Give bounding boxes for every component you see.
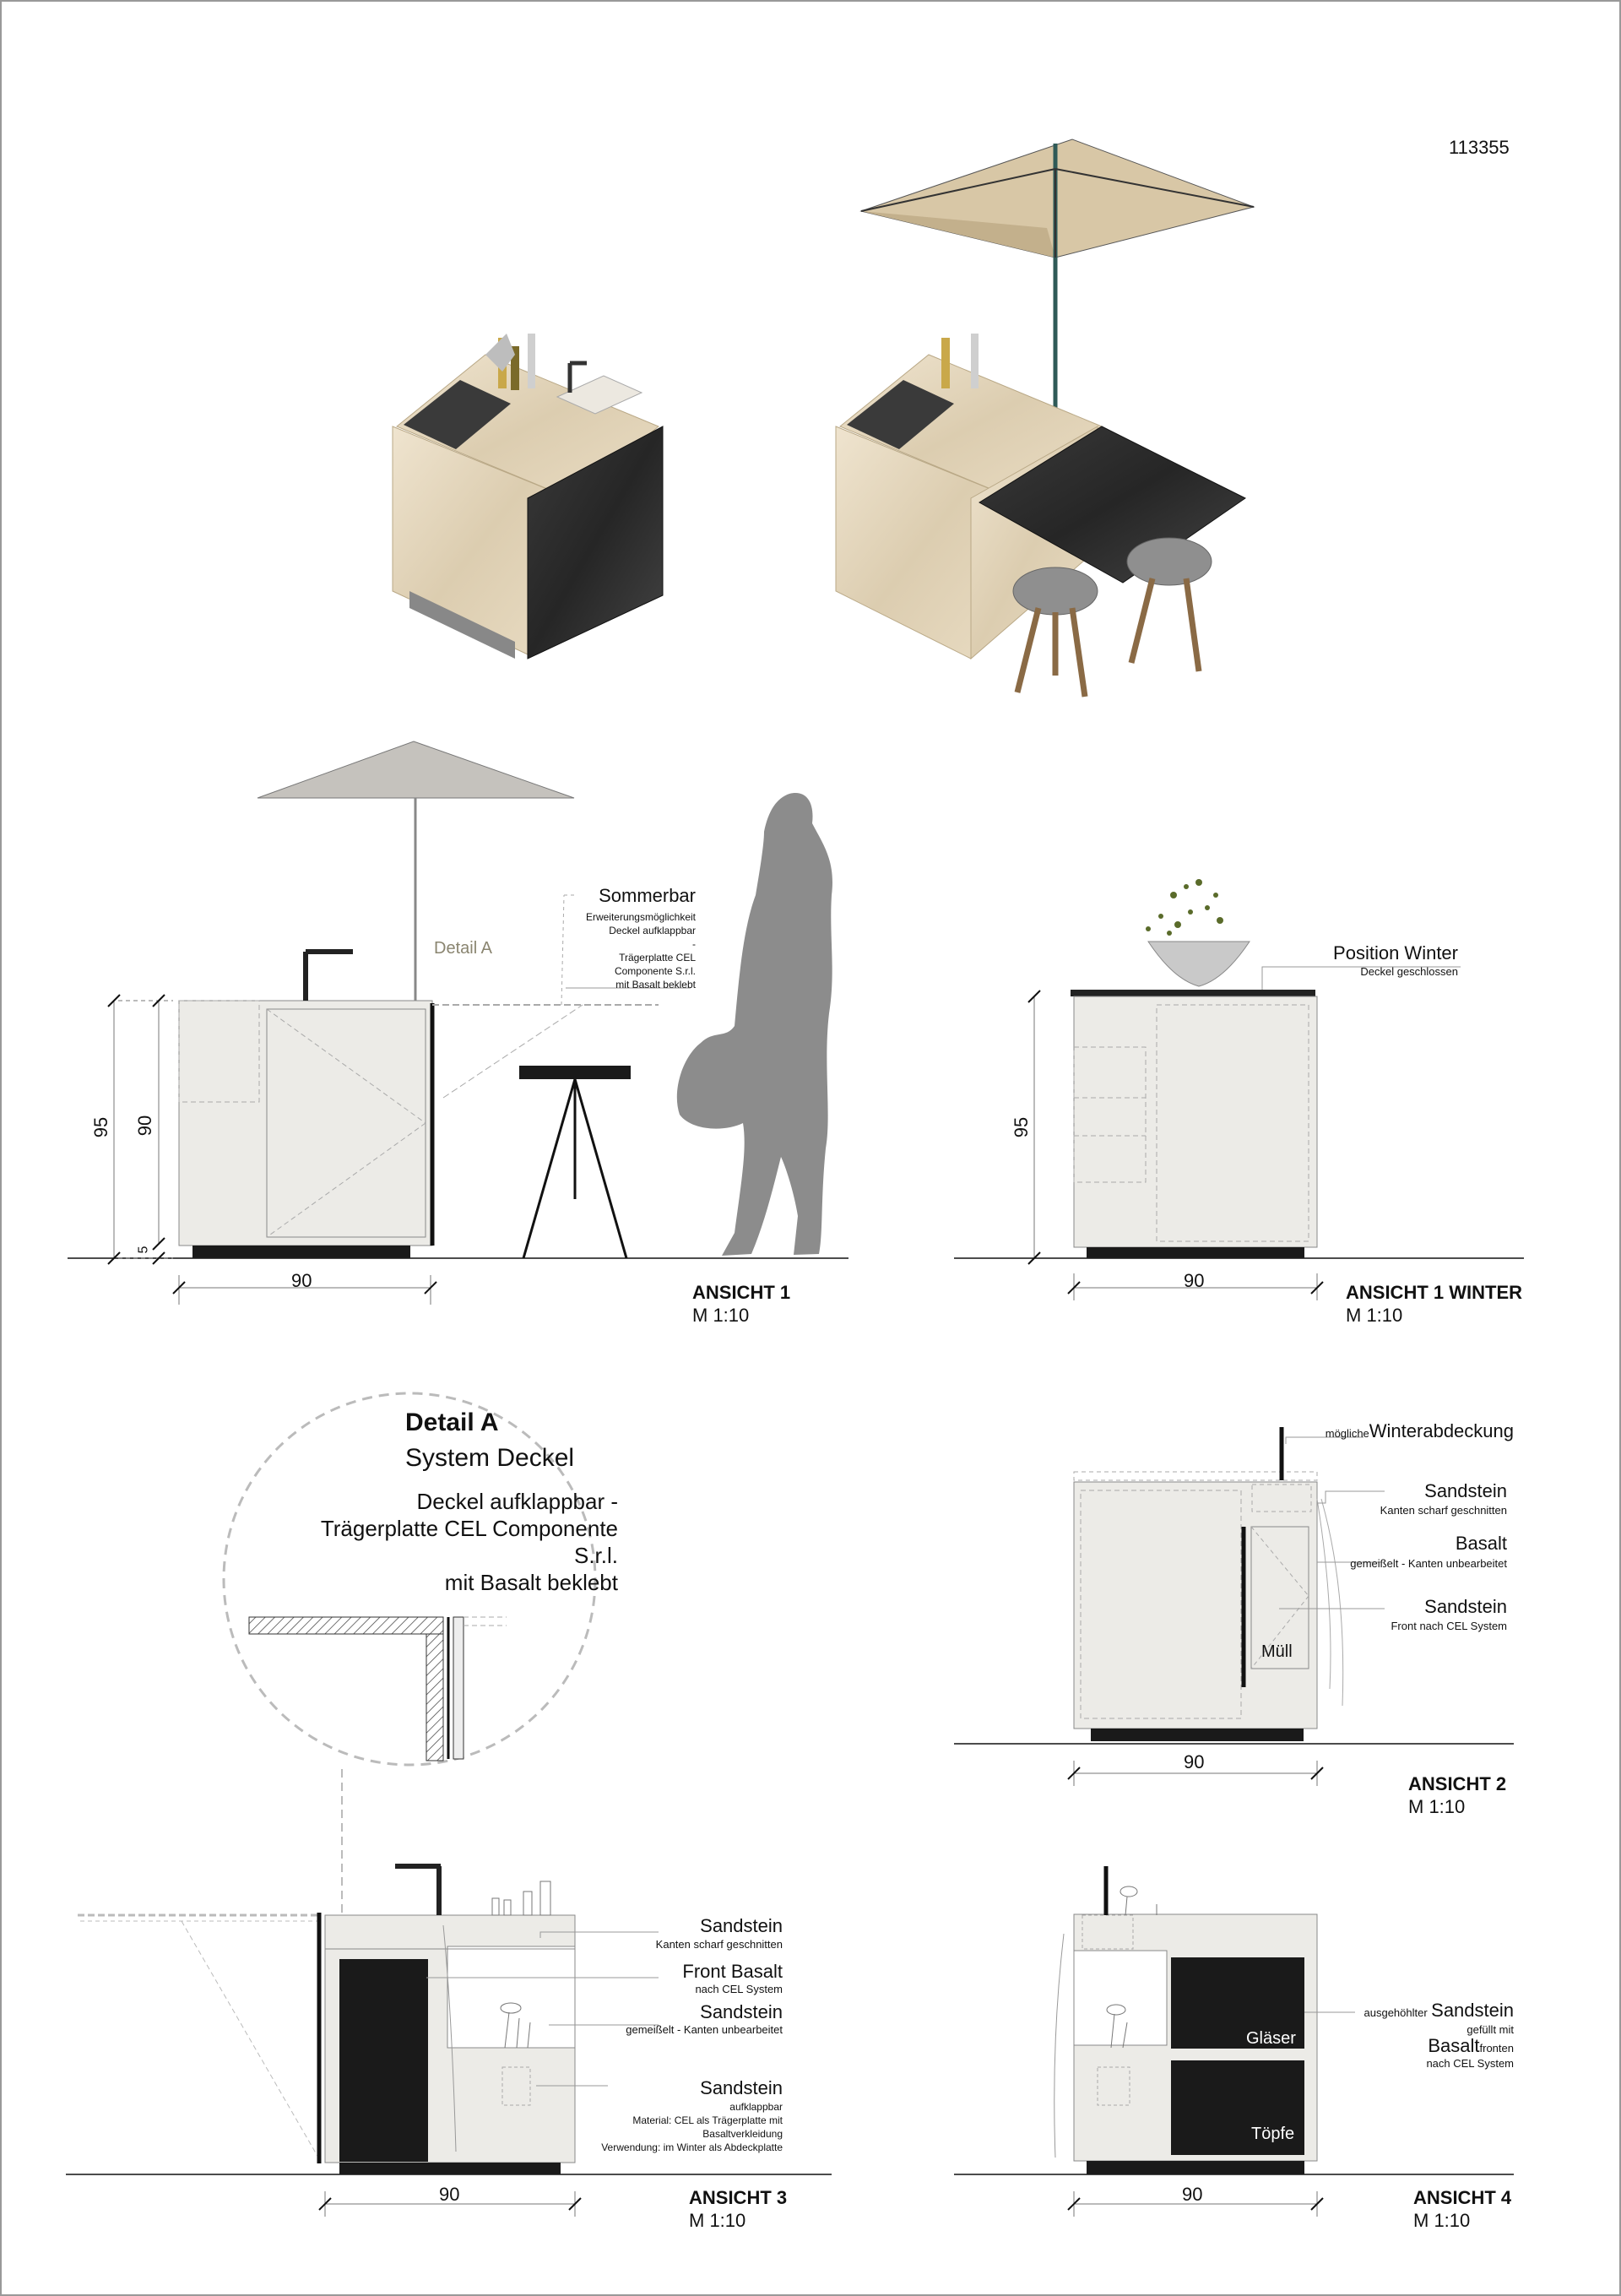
a4-sandstein: Sandstein: [1431, 2000, 1514, 2021]
winter-dim-95: 95: [1011, 1116, 1033, 1138]
sommerbar-line: Erweiterungsmöglichkeit: [585, 911, 696, 923]
ansicht1-winter-title: ANSICHT 1 WINTER: [1346, 1282, 1522, 1303]
a3-s3-line: aufklappbar: [729, 2101, 783, 2113]
ansicht4-title: ANSICHT 4: [1413, 2187, 1512, 2208]
a1-person-silhouette: [677, 793, 832, 1256]
detail-a-line: mit Basalt beklebt: [444, 1570, 618, 1595]
a4-sandstein-label: [1210, 2000, 1514, 2022]
ansicht2-scale: M 1:10: [1408, 1796, 1466, 1817]
a2-sandstein2-title: Sandstein: [1424, 1596, 1507, 1617]
dim-5: 5: [136, 1246, 151, 1254]
ansicht3-scale: M 1:10: [689, 2210, 746, 2231]
detail-a-subtitle: System Deckel: [405, 1444, 575, 1472]
a3-fb-sub: nach CEL System: [695, 1983, 783, 1995]
detail-a-title: Detail A: [405, 1409, 499, 1436]
iso1-bottle3: [528, 334, 535, 388]
a4-gefuellt: gefüllt mit: [1466, 2023, 1514, 2036]
a4-plinth: [1087, 2161, 1304, 2174]
ansicht1-drawing: [68, 741, 848, 1305]
aw-lid: [1071, 990, 1315, 996]
a4-basalt-label: [1260, 2035, 1514, 2057]
ansicht3-title: ANSICHT 3: [689, 2187, 788, 2208]
a3-s2-title: Sandstein: [700, 2001, 783, 2022]
a2-sandstein1-sub: Kanten scharf geschnitten: [1380, 1504, 1507, 1517]
a1-umbrella: [258, 741, 574, 798]
iso-render-closed: [393, 334, 663, 659]
a4-dim-90: 90: [1182, 2184, 1203, 2205]
a4-glaeser-label: Gläser: [1246, 2029, 1296, 2048]
sommerbar-desc: [527, 910, 696, 991]
a3-s3-line: Basaltverkleidung: [702, 2128, 783, 2140]
ansicht4-scale: M 1:10: [1413, 2210, 1471, 2231]
a4-pre: ausgehöhlter: [1363, 2006, 1428, 2019]
a3-s3-desc: [512, 2100, 783, 2154]
iso2-stool1-seat: [1013, 567, 1098, 615]
position-winter-sub: Deckel geschlossen: [1360, 965, 1458, 978]
a3-plinth: [339, 2163, 561, 2174]
a2-winter-small: mögliche: [1325, 1427, 1369, 1440]
a4-basalt: Basalt: [1428, 2035, 1480, 2056]
ansicht1-scale: M 1:10: [692, 1305, 750, 1326]
a4-toepfe-label: Töpfe: [1251, 2125, 1295, 2143]
ansicht1-winter-scale: M 1:10: [1346, 1305, 1403, 1326]
winter-dim-90: 90: [1184, 1270, 1205, 1291]
a4-cel: nach CEL System: [1426, 2057, 1514, 2070]
a4-fronten: fronten: [1479, 2042, 1514, 2054]
dim-95: 95: [90, 1116, 112, 1138]
a2-sandstein2-sub: Front nach CEL System: [1391, 1620, 1507, 1632]
aw-plinth: [1087, 1247, 1304, 1258]
detail-a-description: [263, 1488, 618, 1596]
iso2-stool2-seat: [1127, 538, 1212, 585]
sommerbar-line: -: [692, 938, 696, 950]
a2-dim-90: 90: [1184, 1751, 1205, 1772]
ansicht1-title: ANSICHT 1: [692, 1282, 791, 1303]
sommerbar-line: Deckel aufklappbar: [609, 925, 696, 936]
aw-plant: [1146, 879, 1223, 936]
iso-render-open: [836, 139, 1254, 697]
a3-dim-90: 90: [439, 2184, 460, 2205]
sommerbar-line: Componente S.r.l.: [614, 965, 696, 977]
a2-winter-big: Winterabdeckung: [1369, 1420, 1514, 1441]
a2-basalt-title: Basalt: [1455, 1533, 1507, 1554]
sommerbar-line: mit Basalt beklebt: [615, 979, 696, 991]
a3-s3-title: Sandstein: [700, 2077, 783, 2098]
project-code: 113355: [1449, 137, 1510, 158]
detail-a-line: Deckel aufklappbar -: [416, 1489, 618, 1514]
dim-90-width: 90: [291, 1270, 312, 1291]
a2-plinth: [1091, 1729, 1304, 1741]
sommerbar-line: Trägerplatte CEL: [619, 952, 696, 963]
detail-a-tag: Detail A: [434, 939, 492, 958]
aw-counter: [1074, 996, 1317, 1247]
a2-basalt-sub: gemeißelt - Kanten unbearbeitet: [1350, 1557, 1507, 1570]
detail-a-line: S.r.l.: [573, 1543, 618, 1568]
a3-s1-sub: Kanten scharf geschnitten: [655, 1938, 783, 1951]
a2-winterabdeckung-label: [1176, 1420, 1514, 1442]
a3-s3-line: Material: CEL als Trägerplatte mit: [632, 2114, 783, 2126]
a1-stool-seat: [519, 1066, 631, 1079]
a3-s2-sub: gemeißelt - Kanten unbearbeitet: [626, 2023, 783, 2036]
a2-sandstein1-title: Sandstein: [1424, 1480, 1507, 1501]
a1-plinth: [192, 1246, 410, 1258]
a3-fb-title: Front Basalt: [682, 1961, 783, 1982]
detail-a-section: [249, 1617, 443, 1761]
ansicht2-title: ANSICHT 2: [1408, 1773, 1507, 1794]
a3-basalt-front: [339, 1959, 428, 2162]
sommerbar-title: Sommerbar: [599, 885, 696, 906]
a3-s3-line: Verwendung: im Winter als Abdeckplatte: [601, 2141, 783, 2153]
a3-s1-title: Sandstein: [700, 1915, 783, 1936]
dim-90-vertical: 90: [134, 1115, 156, 1137]
a2-muell-label: Müll: [1261, 1642, 1293, 1661]
detail-a-line: Trägerplatte CEL Componente: [320, 1516, 618, 1541]
position-winter-title: Position Winter: [1333, 942, 1458, 963]
